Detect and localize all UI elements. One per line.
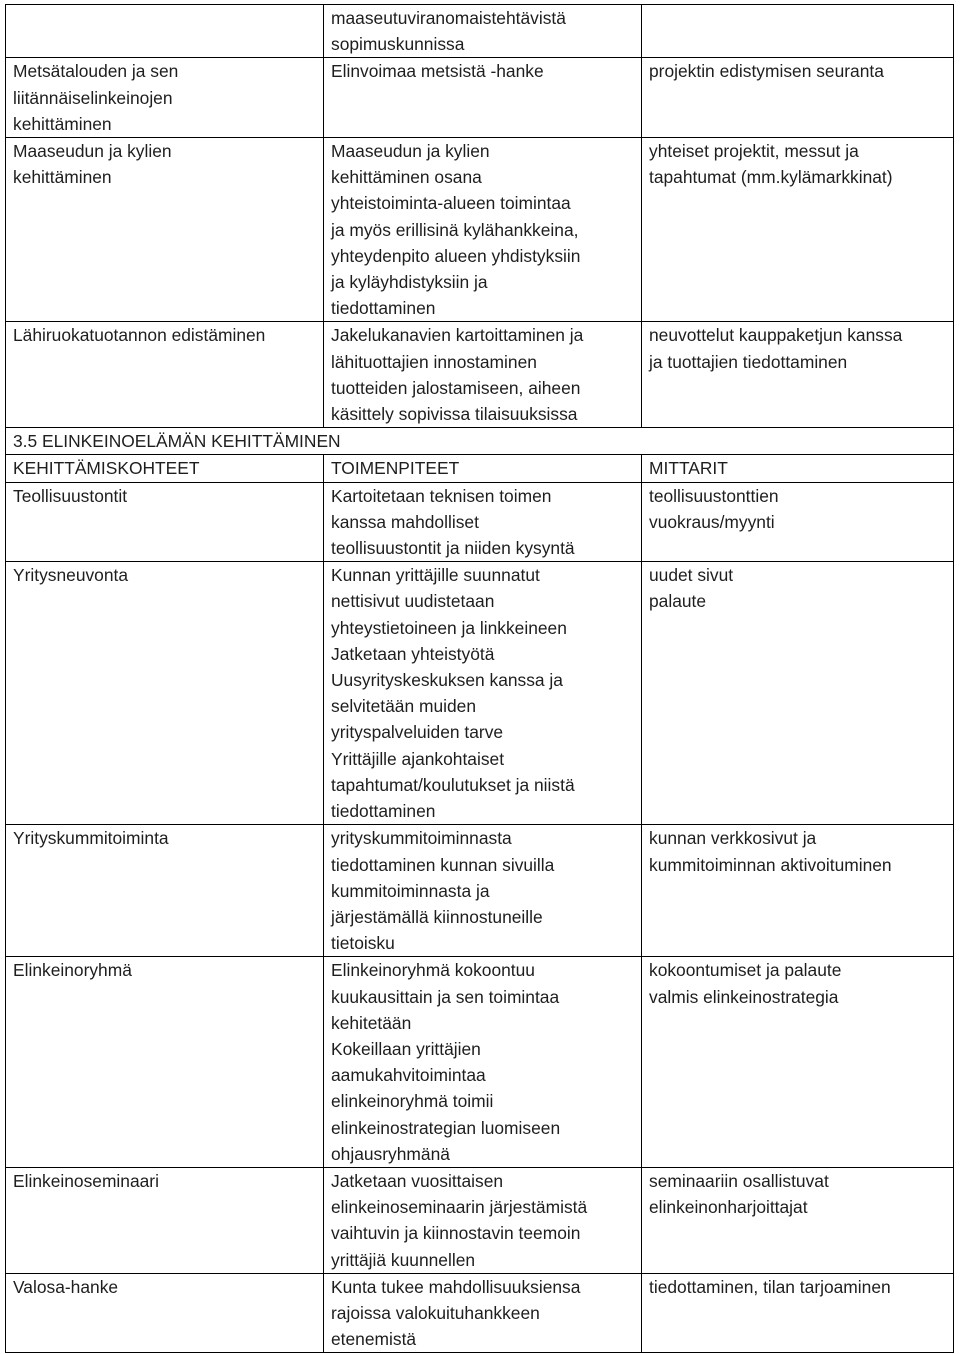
action-cell: Elinvoimaa metsistä -hanke xyxy=(324,58,642,138)
action-cell: yrityskummitoiminnasta tiedottaminen kunnan sivuilla kummitoiminnasta ja järjestämällä kiinnostuneille tietoisku xyxy=(324,825,642,957)
target-cell: Maaseudun ja kylien kehittäminen xyxy=(6,138,324,322)
header-metrics: MITTARIT xyxy=(642,455,954,482)
action-cell: Jatketaan vuosittaisen elinkeinoseminaarin järjestämistä vaihtuvin ja kiinnostavin teemoin yrittäjiä kuunnellen xyxy=(324,1167,642,1273)
metric-cell: kunnan verkkosivut ja kummitoiminnan aktivoituminen xyxy=(642,825,954,957)
action-cell: Kunta tukee mahdollisuuksiensa rajoissa valokuituhankkeen etenemistä xyxy=(324,1273,642,1353)
table-row xyxy=(6,322,954,428)
action-cell: Maaseudun ja kylien kehittäminen osana yhteistoiminta-alueen toimintaa ja myös erillisinä kylähankkeina, yhteydenpito alueen yhdistyksiin ja kyläyhdistyksiin ja tiedottaminen xyxy=(324,138,642,322)
target-cell: Metsätalouden ja sen liitännäiselinkeinojen kehittäminen xyxy=(6,58,324,138)
section-title: 3.5 ELINKEINOELÄMÄN KEHITTÄMINEN xyxy=(6,428,954,455)
target-cell: Lähiruokatuotannon edistäminen xyxy=(6,322,324,428)
metric-cell: yhteiset projektit, messut ja tapahtumat (mm.kylämarkkinat) xyxy=(642,138,954,322)
table-row xyxy=(6,1273,954,1353)
action-cell: Elinkeinoryhmä kokoontuu kuukausittain ja sen toimintaa kehitetään Kokeillaan yrittäjien aamukahvitoimintaa elinkeinoryhmä toimii elinkeinostrategian luomiseen ohjausryhmänä xyxy=(324,957,642,1168)
table-row xyxy=(6,138,954,322)
metric-cell: projektin edistymisen seuranta xyxy=(642,58,954,138)
table-row xyxy=(6,5,954,58)
target-cell xyxy=(6,5,324,58)
metric-cell: tiedottaminen, tilan tarjoaminen xyxy=(642,1273,954,1353)
target-cell: Valosa-hanke xyxy=(6,1273,324,1353)
target-cell: Teollisuustontit xyxy=(6,482,324,562)
metric-cell: seminaariin osallistuvat elinkeinonharjoittajat xyxy=(642,1167,954,1273)
table-row xyxy=(6,562,954,825)
table-row xyxy=(6,825,954,957)
table-row xyxy=(6,957,954,1168)
metric-cell: uudet sivut palaute xyxy=(642,562,954,825)
target-cell: Elinkeinoryhmä xyxy=(6,957,324,1168)
action-cell: Kartoitetaan teknisen toimen kanssa mahdolliset teollisuustontit ja niiden kysyntä xyxy=(324,482,642,562)
action-cell: Jakelukanavien kartoittaminen ja lähituottajien innostaminen tuotteiden jalostamiseen, aiheen käsittely sopivissa tilaisuuksissa xyxy=(324,322,642,428)
metric-cell: neuvottelut kauppaketjun kanssa ja tuottajien tiedottaminen xyxy=(642,322,954,428)
target-cell: Elinkeinoseminaari xyxy=(6,1167,324,1273)
table-row xyxy=(6,1167,954,1273)
metric-cell xyxy=(642,5,954,58)
development-plan-table xyxy=(5,4,954,1353)
metric-cell: teollisuustonttien vuokraus/myynti xyxy=(642,482,954,562)
header-targets: KEHITTÄMISKOHTEET xyxy=(6,455,324,482)
column-header-row xyxy=(6,455,954,482)
target-cell: Yrityskummitoiminta xyxy=(6,825,324,957)
action-cell: Kunnan yrittäjille suunnatut nettisivut uudistetaan yhteystietoineen ja linkkeineen Jatketaan yhteistyötä Uusyrityskeskuksen kanssa ja selvitetään muiden yrityspalveluiden tarve Yrittäjille ajankohtaiset tapahtumat/koulutukset ja niistä tiedottaminen xyxy=(324,562,642,825)
table-row xyxy=(6,482,954,562)
target-cell: Yritysneuvonta xyxy=(6,562,324,825)
metric-cell: kokoontumiset ja palaute valmis elinkeinostrategia xyxy=(642,957,954,1168)
action-cell: maaseutuviranomaistehtävistä sopimuskunnissa xyxy=(324,5,642,58)
header-actions: TOIMENPITEET xyxy=(324,455,642,482)
table-row xyxy=(6,58,954,138)
section-title-row xyxy=(6,428,954,455)
